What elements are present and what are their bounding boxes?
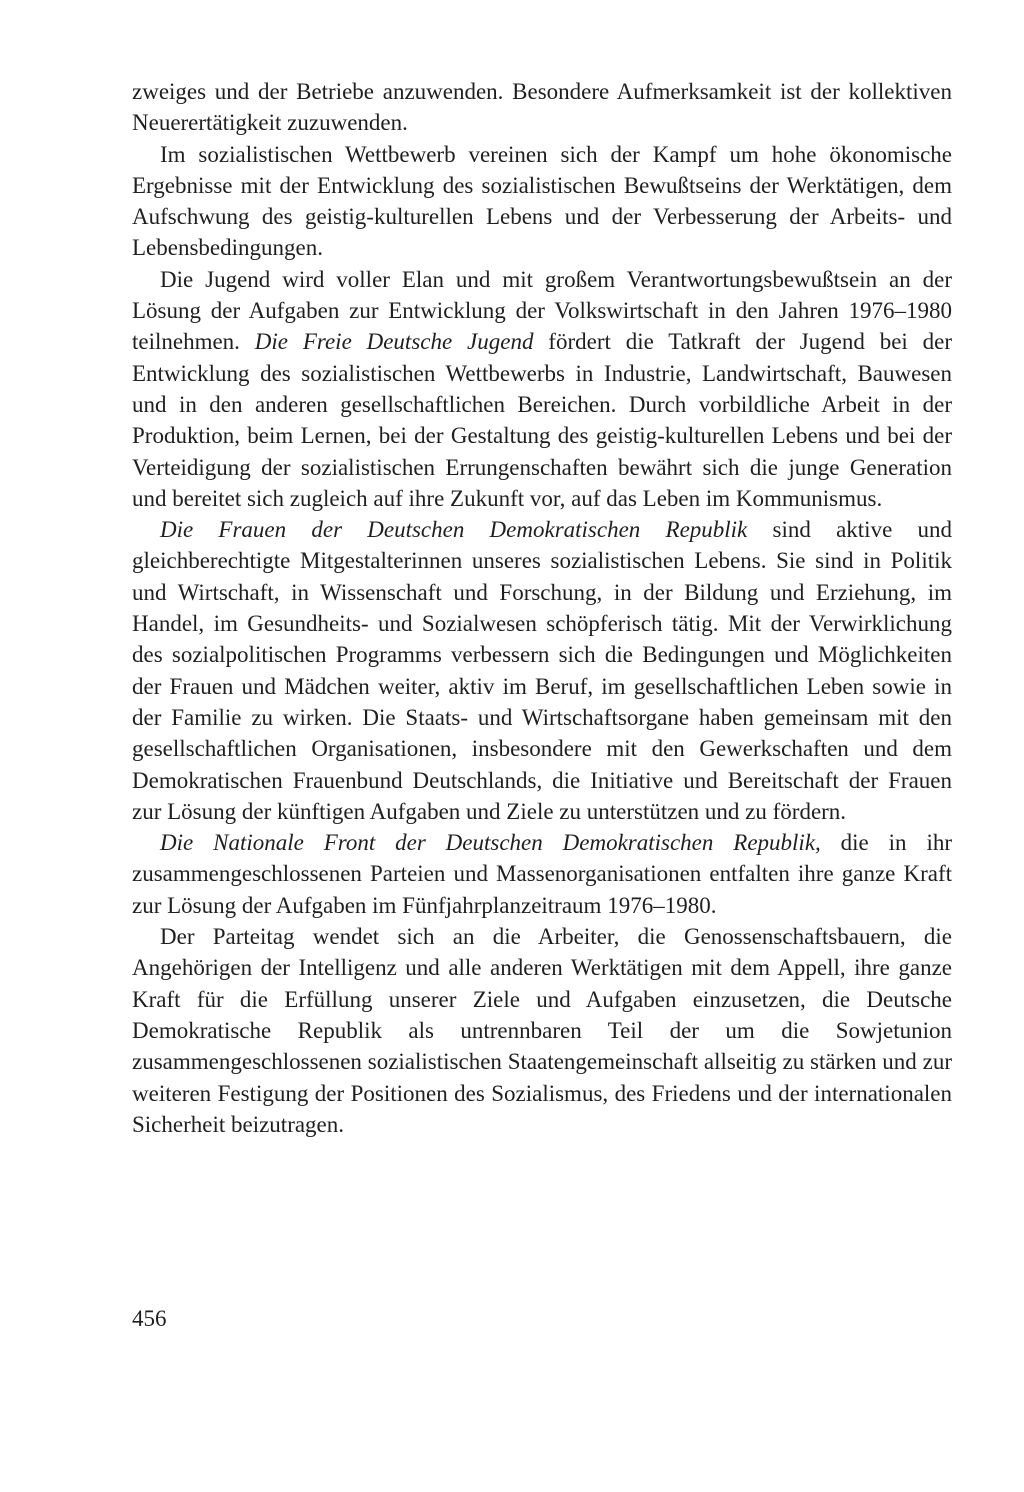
- italic-organization-name: Die Freie Deutsche Jugend: [254, 329, 534, 355]
- text-run: zweiges und der Betriebe anzuwenden. Besondere Aufmerksamkeit ist der kollektiven Neuerertätigkeit zuzuwenden.: [132, 79, 952, 136]
- text-run: fördert die Tatkraft der Jugend bei der Entwicklung des sozialistischen Wettbewerbs in Industrie, Landwirtschaft, Bauwesen und in den anderen gesellschaftlichen Bereichen. Durch vorbildliche Arbeit in der Produktion, beim Lernen, bei der Gestaltung des geistig-kulturellen Lebens und bei der Verteidigung der sozialistischen Errungenschaften bewährt sich die junge Generation und bereitet sich zugleich auf ihre Zukunft vor, auf das Leben im Kommunismus.: [132, 329, 953, 511]
- paragraph-women: [132, 514, 952, 827]
- paragraph-party-congress-appeal: [132, 921, 952, 1140]
- text-run: die in ihr zusammengeschlossenen Parteien und Massenorganisationen entfalten ihre ganze Kraft zur Lösung der Aufgaben im Fünfjahrplanzeitraum 1976–1980.: [132, 830, 952, 918]
- italic-organization-name: Die Nationale Front der Deutschen Demokratischen Republik,: [160, 830, 821, 856]
- text-run: Die Jugend wird voller Elan und mit großem Verantwortungsbewußtsein an der Lösung der Aufgaben zur Entwicklung der Volkswirtschaft in den Jahren 1976–1980 teilnehmen.: [132, 266, 952, 355]
- paragraph-national-front: [132, 827, 952, 921]
- paragraph-socialist-competition: [132, 139, 952, 264]
- page-number: 456: [132, 1306, 167, 1331]
- text-run: sind aktive und gleichberechtigte Mitgestalterinnen unseres sozialistischen Lebens. Sie sind in Politik und Wirtschaft, in Wissenschaft und Forschung, in der Bildung und Erziehung, im Handel, im Gesundheits- und Sozialwesen schöpferisch tätig. Mit der Verwirklichung des sozialpolitischen Programms verbessern sich die Bedingungen und Möglichkeiten der Frauen und Mädchen weiter, aktiv im Beruf, im gesellschaftlichen Leben sowie in der Familie zu wirken. Die Staats- und Wirtschaftsorgane haben gemeinsam mit den gesellschaftlichen Organisationen, insbesondere mit den Gewerkschaften und dem Demokratischen Frauenbund Deutschlands, die Initiative und Bereitschaft der Frauen zur Lösung der künftigen Aufgaben und Ziele zu unterstützen und zu fördern.: [132, 517, 952, 824]
- text-run: Der Parteitag wendet sich an die Arbeiter, die Genossenschaftsbauern, die Angehörigen der Intelligenz und alle anderen Werktätigen mit dem Appell, ihre ganze Kraft für die Erfüllung unserer Ziele und Aufgaben einzusetzen, die Deutsche Demokratische Republik als untrennbaren Teil der um die Sowjetunion zusammengeschlossenen sozialistischen Staatengemeinschaft allseitig zu stärken und zur weiteren Festigung der Positionen des Sozialismus, des Friedens und der internationalen Sicherheit beizutragen.: [132, 924, 952, 1137]
- paragraph-continuation: [132, 76, 952, 139]
- italic-organization-name: Die Frauen der Deutschen Demokratischen Republik: [160, 517, 748, 543]
- paragraph-youth: [132, 264, 952, 514]
- body-text: [132, 76, 952, 1140]
- text-run: Im sozialistischen Wettbewerb vereinen sich der Kampf um hohe ökonomische Ergebnisse mit der Entwicklung des sozialistischen Bewußtseins der Werktätigen, dem Aufschwung des geistig-kulturellen Lebens und der Verbesserung der Arbeits- und Lebensbedingungen.: [132, 141, 952, 261]
